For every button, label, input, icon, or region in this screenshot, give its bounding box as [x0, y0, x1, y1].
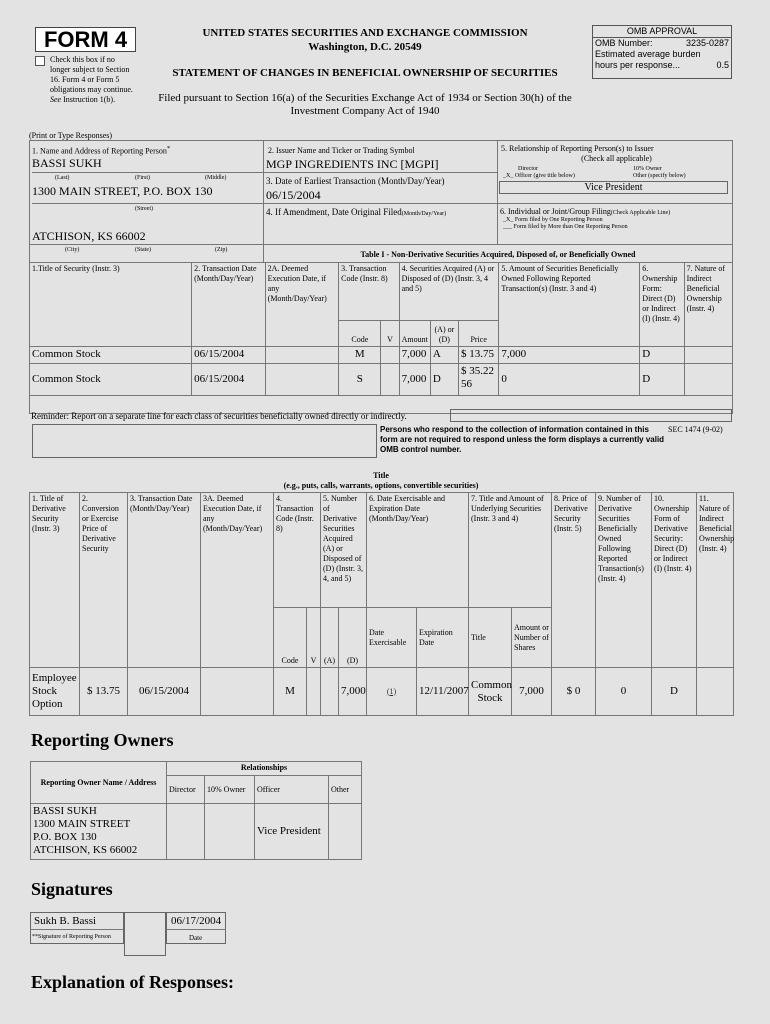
- t2-r-utitle: Common Stock: [469, 668, 512, 716]
- reporting-owners-title: Reporting Owners: [31, 730, 174, 750]
- t2-d: (D): [339, 608, 367, 668]
- t2-amount-num: Amount or Number of Shares: [512, 608, 552, 668]
- reporting-person-name: BASSI SUKH: [32, 156, 102, 170]
- t2-code: Code: [274, 608, 307, 668]
- t2-r-uamount: 7,000: [512, 668, 552, 716]
- agency-name: UNITED STATES SECURITIES AND EXCHANGE COMMISSION: [202, 27, 528, 39]
- t2-r-owned: 0: [596, 668, 652, 716]
- t1-r1-nature: [684, 347, 732, 364]
- t1-r1-ad: A: [430, 347, 458, 364]
- checkbox-see: See: [50, 95, 62, 104]
- footnote-1-link[interactable]: (1): [367, 668, 417, 716]
- t2-r-v: [307, 668, 321, 716]
- t2-r-date: 06/15/2004: [128, 668, 201, 716]
- omb-number: 3235-0287: [685, 38, 729, 48]
- t1-r1-owned: 7,000: [499, 347, 640, 364]
- t2-exp: Expiration Date: [417, 608, 469, 668]
- ro-other-header: Other: [329, 776, 362, 804]
- officer-text: Officer (give title below): [514, 173, 575, 179]
- t2-h4: 4. Transaction Code (Instr. 8): [274, 493, 321, 608]
- ro-owner10-header: 10% Owner: [205, 776, 255, 804]
- t2-h3a: 3A. Deemed Execution Date, if any (Month/Day/Year): [201, 493, 274, 668]
- statement-title: STATEMENT OF CHANGES IN BENEFICIAL OWNERSHIP OF SECURITIES: [172, 67, 558, 79]
- checkbox-instr: Instruction 1(b).: [63, 95, 116, 104]
- signature-date: 06/17/2004: [171, 915, 222, 927]
- table1: [29, 262, 733, 396]
- t2-date-ex: Date Exercisable: [367, 608, 417, 668]
- t2-r-dprice: $ 0: [552, 668, 596, 716]
- t1-h5: 5. Amount of Securities Beneficially Owned Following Reported Transaction(s) (Instr. 3 and 4): [499, 263, 640, 347]
- t1-v: V: [381, 321, 399, 347]
- t1-price: Price: [459, 321, 499, 347]
- t2-r-nature: [697, 668, 734, 716]
- form-title-box: [35, 27, 136, 52]
- ro-address-line1: BASSI SUKH: [33, 805, 97, 817]
- t2-r-code: M: [274, 668, 307, 716]
- checkbox-text: Check this box if no longer subject to Section 16. Form 4 or Form 5 obligations may continue.: [50, 55, 133, 94]
- t2-h9: 9. Number of Derivative Securities Beneficially Owned Following Reported Transaction(s) (Instr. 4): [596, 493, 652, 668]
- filing-one-person: _X_ Form filed by One Reporting Person: [503, 217, 603, 223]
- officer-title-box: [499, 181, 728, 194]
- ro-other-cell: [329, 804, 362, 860]
- t1-r2-amount: 7,000: [399, 364, 430, 396]
- t1-r2-date: 06/15/2004: [192, 364, 266, 396]
- box4-label: [266, 207, 446, 219]
- ro-address-line3: P.O. BOX 130: [33, 831, 97, 843]
- t2-r-price: $ 13.75: [80, 668, 128, 716]
- box5-label: 5. Relationship of Reporting Person(s) to Issuer: [501, 144, 654, 153]
- omb-hours-row: [593, 60, 731, 71]
- ro-director-header: Director: [167, 776, 205, 804]
- ro-owner10-cell: [205, 804, 255, 860]
- box6-small: (Check Applicable Line): [610, 210, 671, 216]
- sec-code: SEC 1474 (9-02): [668, 425, 723, 434]
- t1-h3: 3. Transaction Code (Instr. 8): [339, 263, 399, 321]
- ro-officer-header: Officer: [255, 776, 329, 804]
- t1-h4: 4. Securities Acquired (A) or Disposed of (D) (Instr. 3, 4 and 5): [399, 263, 499, 321]
- filed-pursuant-line1: Filed pursuant to Section 16(a) of the Securities Exchange Act of 1934 or Section 30(h) of the: [158, 92, 572, 104]
- box4-small: (Month/Day/Year): [401, 211, 447, 217]
- officer-mark: _X_: [503, 173, 514, 179]
- state-label: (State): [135, 247, 151, 253]
- t2-r-title: Employee Stock Option: [30, 668, 80, 716]
- ro-address-line2: 1300 MAIN STREET: [33, 818, 131, 830]
- table-row: [30, 347, 733, 364]
- table2-title: Title: [373, 471, 389, 480]
- signature-name: Sukh B. Bassi: [34, 915, 97, 927]
- t1-r1-title: Common Stock: [30, 347, 192, 364]
- date-label: Date: [189, 934, 203, 942]
- t2-h2: 2. Conversion or Exercise Price of Derivative Security: [80, 493, 128, 668]
- omb-title: OMB APPROVAL: [593, 26, 731, 38]
- t1-r2-owned: 0: [499, 364, 640, 396]
- t2-title: Title: [469, 608, 512, 668]
- t1-r2-form: D: [640, 364, 684, 396]
- t1-r2-nature: [684, 364, 732, 396]
- filed-pursuant-line2: Investment Company Act of 1940: [290, 105, 440, 117]
- director-option: Director: [518, 166, 538, 172]
- omb-number-label: OMB Number:: [595, 38, 653, 48]
- reporting-person-address: 1300 MAIN STREET, P.O. BOX 130: [32, 184, 213, 198]
- t2-r-form: D: [652, 668, 697, 716]
- explanation-heading: Explanation of Responses:: [31, 972, 235, 992]
- t1-r2-price: $ 35.2256: [459, 364, 499, 396]
- table-row: [30, 364, 733, 396]
- t1-r2-ad: D: [430, 364, 458, 396]
- reporting-owners-table: [30, 761, 362, 860]
- no-longer-subject-checkbox[interactable]: [35, 56, 45, 66]
- omb-hours-label: hours per response...: [595, 60, 681, 70]
- officer-title: Vice President: [584, 182, 643, 193]
- ro-address: [31, 804, 167, 860]
- t2-h1: 1. Title of Derivative Security (Instr. 3): [30, 493, 80, 668]
- ro-address-line4: ATCHISON, KS 66002: [33, 844, 138, 856]
- omb-hours: 0.5: [716, 60, 729, 70]
- ro-director-cell: [167, 804, 205, 860]
- print-type-label: (Print or Type Responses): [29, 131, 113, 140]
- t1-r1-v: [381, 347, 399, 364]
- earliest-transaction-date: 06/15/2004: [266, 188, 321, 202]
- ro-relationships-header: Relationships: [167, 762, 362, 776]
- box4-label-text: 4. If Amendment, Date Original Filed: [266, 207, 402, 217]
- last-label: (Last): [55, 175, 70, 181]
- t2-r-a: [321, 668, 339, 716]
- t1-amount: Amount: [399, 321, 430, 347]
- t2-h10: 10. Ownership Form of Derivative Security: Direct (D) or Indirect (I) (Instr. 4): [652, 493, 697, 668]
- t1-r2-deemed: [265, 364, 339, 396]
- t2-r-expiration: 12/11/2007: [417, 668, 469, 716]
- t2-h7: 7. Title and Amount of Underlying Securities (Instr. 3 and 4): [469, 493, 552, 608]
- omb-burden: Estimated average burden: [595, 49, 701, 59]
- street-label: (Street): [135, 206, 153, 212]
- omb-approval-box: [592, 25, 732, 79]
- persons-notice: Persons who respond to the collection of information contained in this form are not required to respond unless the form displays a currently valid OMB control number.: [380, 425, 665, 454]
- officer-option: [503, 173, 575, 179]
- checkbox-instruction: [50, 55, 135, 105]
- filing-more-persons: ___ Form filed by More than One Reporting Person: [503, 224, 628, 230]
- t1-h7: 7. Nature of Indirect Beneficial Ownership (Instr. 4): [684, 263, 732, 347]
- t1-code: Code: [339, 321, 381, 347]
- box2-label: 2. Issuer Name and Ticker or Trading Symbol: [268, 146, 415, 155]
- t1-aord: (A) or (D): [430, 321, 458, 347]
- middle-label: (Middle): [205, 175, 227, 181]
- table1-title: Table I - Non-Derivative Securities Acquired, Disposed of, or Beneficially Owned: [360, 250, 636, 259]
- signature-spacer-box: [124, 912, 166, 956]
- issuer-name: MGP INGREDIENTS INC [MGPI]: [266, 157, 439, 171]
- signatures-heading: Signatures: [31, 879, 113, 899]
- reminder-text: Reminder: Report on a separate line for each class of securities beneficially owned directly or indirectly.: [31, 411, 407, 421]
- t1-r1-amount: 7,000: [399, 347, 430, 364]
- reporting-person-citystate: ATCHISON, KS 66002: [32, 229, 146, 243]
- form-title: FORM 4: [43, 27, 128, 52]
- city-label: (City): [65, 247, 80, 253]
- t1-r1-form: D: [640, 347, 684, 364]
- agency-city: Washington, D.C. 20549: [308, 41, 422, 53]
- t2-h8: 8. Price of Derivative Security (Instr. 5): [552, 493, 596, 668]
- signature-label: **Signature of Reporting Person: [32, 934, 111, 940]
- reminder-right-box: [450, 409, 732, 422]
- t2-h11: 11. Nature of Indirect Beneficial Ownership (Instr. 4): [697, 493, 734, 668]
- t1-h2: 2. Transaction Date (Month/Day/Year): [192, 263, 266, 347]
- table-row: [30, 668, 734, 716]
- omb-number-row: [593, 38, 731, 49]
- box1-label-text: 1. Name and Address of Reporting Person: [32, 146, 167, 156]
- ro-officer-value: Vice President: [255, 804, 329, 860]
- first-label: (First): [135, 175, 150, 181]
- box6-label-text: 6. Individual or Joint/Group Filing: [500, 207, 611, 216]
- zip-label: (Zip): [215, 247, 228, 253]
- table2: [29, 492, 734, 716]
- box1-mark: *: [166, 145, 171, 152]
- owner10-option: 10% Owner: [633, 166, 662, 172]
- t1-r2-code: S: [339, 364, 381, 396]
- t2-h6: 6. Date Exercisable and Expiration Date (Month/Day/Year): [367, 493, 469, 608]
- t1-r2-title: Common Stock: [30, 364, 192, 396]
- table2-subtitle: (e.g., puts, calls, warrants, options, convertible securities): [283, 481, 479, 490]
- t2-v: V: [307, 608, 321, 668]
- t2-h5: 5. Number of Derivative Securities Acquired (A) or Disposed of (D) (Instr. 3, 4, and 5): [321, 493, 367, 608]
- t1-r1-date: 06/15/2004: [192, 347, 266, 364]
- t2-r-d: 7,000: [339, 668, 367, 716]
- other-option: Other (specify below): [633, 173, 686, 179]
- ro-name-header: Reporting Owner Name / Address: [31, 762, 167, 804]
- t2-r-deemed: [201, 668, 274, 716]
- t1-h2a: 2A. Deemed Execution Date, if any (Month/Day/Year): [265, 263, 339, 347]
- t1-h1: 1.Title of Security (Instr. 3): [30, 263, 192, 347]
- t2-h3: 3. Transaction Date (Month/Day/Year): [128, 493, 201, 668]
- t2-a: (A): [321, 608, 339, 668]
- box1-label: [32, 144, 170, 157]
- box3-label: 3. Date of Earliest Transaction (Month/Day/Year): [266, 176, 445, 186]
- t1-r2-v: [381, 364, 399, 396]
- table-row: [31, 804, 362, 860]
- t1-r1-deemed: [265, 347, 339, 364]
- t1-h6: 6. Ownership Form: Direct (D) or Indirect (I) (Instr. 4): [640, 263, 684, 347]
- t1-r1-price: $ 13.75: [459, 347, 499, 364]
- box5-sub: (Check all applicable): [581, 154, 652, 163]
- t1-r1-code: M: [339, 347, 381, 364]
- reminder-left-box: [32, 424, 377, 458]
